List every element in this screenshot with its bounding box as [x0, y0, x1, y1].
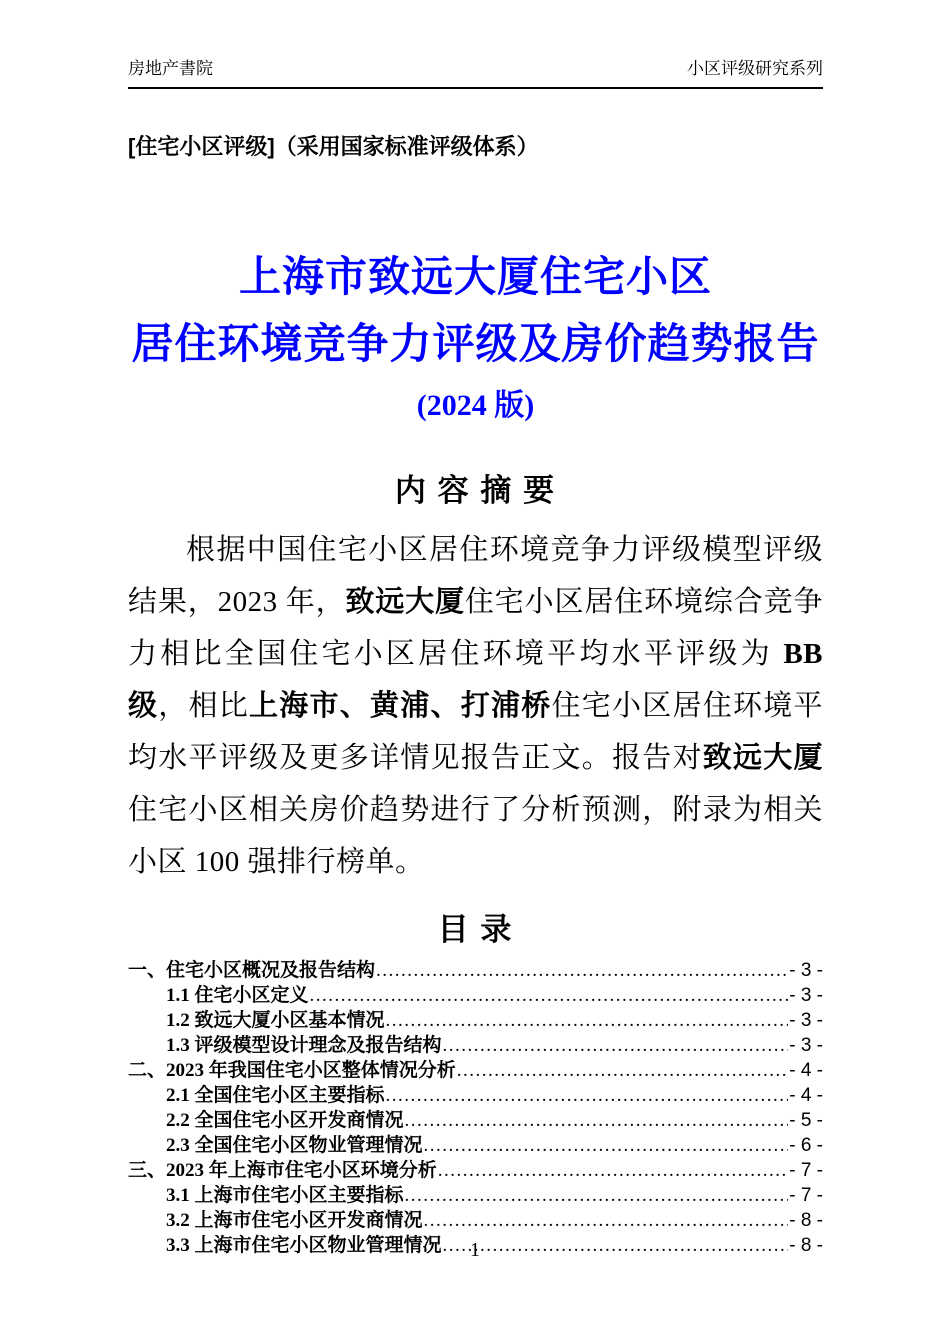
summary-bold-text: 致远大厦: [345, 586, 465, 618]
summary-heading: 内 容 摘 要: [394, 473, 557, 508]
toc-entry[interactable]: [128, 1133, 823, 1158]
summary-bold-text: 致远大厦: [702, 742, 823, 774]
toc-entry-label[interactable]: 三、2023 年上海市住宅小区环境分析: [128, 1160, 437, 1181]
toc-entry-page: - 7 -: [789, 1160, 823, 1181]
toc-entry-page: - 3 -: [789, 1010, 823, 1031]
report-title-line2: 居住环境竞争力评级及房价趋势报告: [131, 322, 820, 368]
toc-entry[interactable]: [128, 1008, 823, 1033]
toc-entry-page: - 3 -: [789, 985, 823, 1006]
toc-entry[interactable]: [128, 1183, 823, 1208]
report-title-line1: 上海市致远大厦住宅小区: [238, 255, 712, 301]
toc-entry-label[interactable]: 3.1 上海市住宅小区主要指标: [166, 1185, 404, 1206]
toc-dot-leader: [405, 1183, 789, 1208]
summary-text: ，相比: [158, 690, 249, 722]
toc-entry[interactable]: [128, 1083, 823, 1108]
summary-bold-text: 上海市、黄浦、打浦桥: [249, 690, 552, 722]
summary-paragraph: [128, 524, 823, 888]
toc-dot-leader: [386, 1083, 789, 1108]
running-header: [128, 58, 823, 80]
header-right-label: 小区评级研究系列: [687, 59, 823, 78]
toc-entry-page: - 8 -: [789, 1210, 823, 1231]
summary-text: 根据中国住宅小区居住环境竞争力评级模型评级结果，2023 年，: [128, 534, 823, 618]
toc-dot-leader: [457, 1058, 788, 1083]
toc-entry-page: - 5 -: [789, 1110, 823, 1131]
toc-entry[interactable]: [128, 1108, 823, 1133]
toc-entry[interactable]: [128, 1033, 823, 1058]
summary-text: 住宅小区相关房价趋势进行了分析预测，附录为相关小区 100 强排行榜单。: [128, 794, 823, 878]
toc-entry-page: - 3 -: [789, 1035, 823, 1056]
toc-dot-leader: [405, 1108, 789, 1133]
toc-dot-leader: [438, 1158, 788, 1183]
toc-entry[interactable]: [128, 1058, 823, 1083]
toc-dot-leader: [443, 1033, 789, 1058]
report-edition: (2024 版): [416, 389, 535, 422]
toc-entry[interactable]: [128, 1158, 823, 1183]
toc-entry-label[interactable]: 1.1 住宅小区定义: [166, 985, 309, 1006]
toc-entry[interactable]: [128, 1208, 823, 1233]
toc-entry-page: - 7 -: [789, 1185, 823, 1206]
toc-list: [128, 958, 823, 1258]
toc-entry-label[interactable]: 3.3 上海市住宅小区物业管理情况: [166, 1235, 442, 1256]
toc-dot-leader: [310, 983, 789, 1008]
toc-entry-label[interactable]: 2.3 全国住宅小区物业管理情况: [166, 1135, 423, 1156]
summary-text: 住宅小区居住环境综合竞争力相比全国住宅小区居住环境平均水平评级为: [128, 586, 823, 670]
series-label: [住宅小区评级]（采用国家标准评级体系）: [128, 134, 539, 159]
header-left-label: 房地产書院: [128, 59, 213, 78]
toc-dot-leader: [424, 1208, 789, 1233]
toc-heading: 目 录: [437, 912, 514, 947]
toc-entry-page: - 6 -: [789, 1135, 823, 1156]
toc-entry-label[interactable]: 2.1 全国住宅小区主要指标: [166, 1085, 385, 1106]
toc-entry-page: - 4 -: [789, 1085, 823, 1106]
toc-entry-label[interactable]: 二、2023 年我国住宅小区整体情况分析: [128, 1060, 456, 1081]
toc-entry-label[interactable]: 一、住宅小区概况及报告结构: [128, 960, 376, 981]
toc-entry[interactable]: [128, 958, 823, 983]
toc-entry-page: - 4 -: [789, 1060, 823, 1081]
toc-dot-leader: [424, 1133, 789, 1158]
toc-entry-page: - 8 -: [789, 1235, 823, 1256]
summary-bold-text: BB 级: [128, 638, 823, 722]
toc-entry[interactable]: [128, 983, 823, 1008]
page-number: 1: [470, 1239, 480, 1261]
toc-entry-label[interactable]: 1.3 评级模型设计理念及报告结构: [166, 1035, 442, 1056]
summary-text: 住宅小区居住环境平均水平评级及更多详情见报告正文。报告对: [128, 690, 823, 774]
toc-entry-label[interactable]: 1.2 致远大厦小区基本情况: [166, 1010, 385, 1031]
toc-dot-leader: [386, 1008, 789, 1033]
header-rule: [128, 87, 823, 89]
toc-entry-page: - 3 -: [789, 960, 823, 981]
report-title-block: [128, 245, 823, 433]
toc-dot-leader: [376, 958, 788, 983]
toc-entry-label[interactable]: 2.2 全国住宅小区开发商情况: [166, 1110, 404, 1131]
toc-entry-label[interactable]: 3.2 上海市住宅小区开发商情况: [166, 1210, 423, 1231]
